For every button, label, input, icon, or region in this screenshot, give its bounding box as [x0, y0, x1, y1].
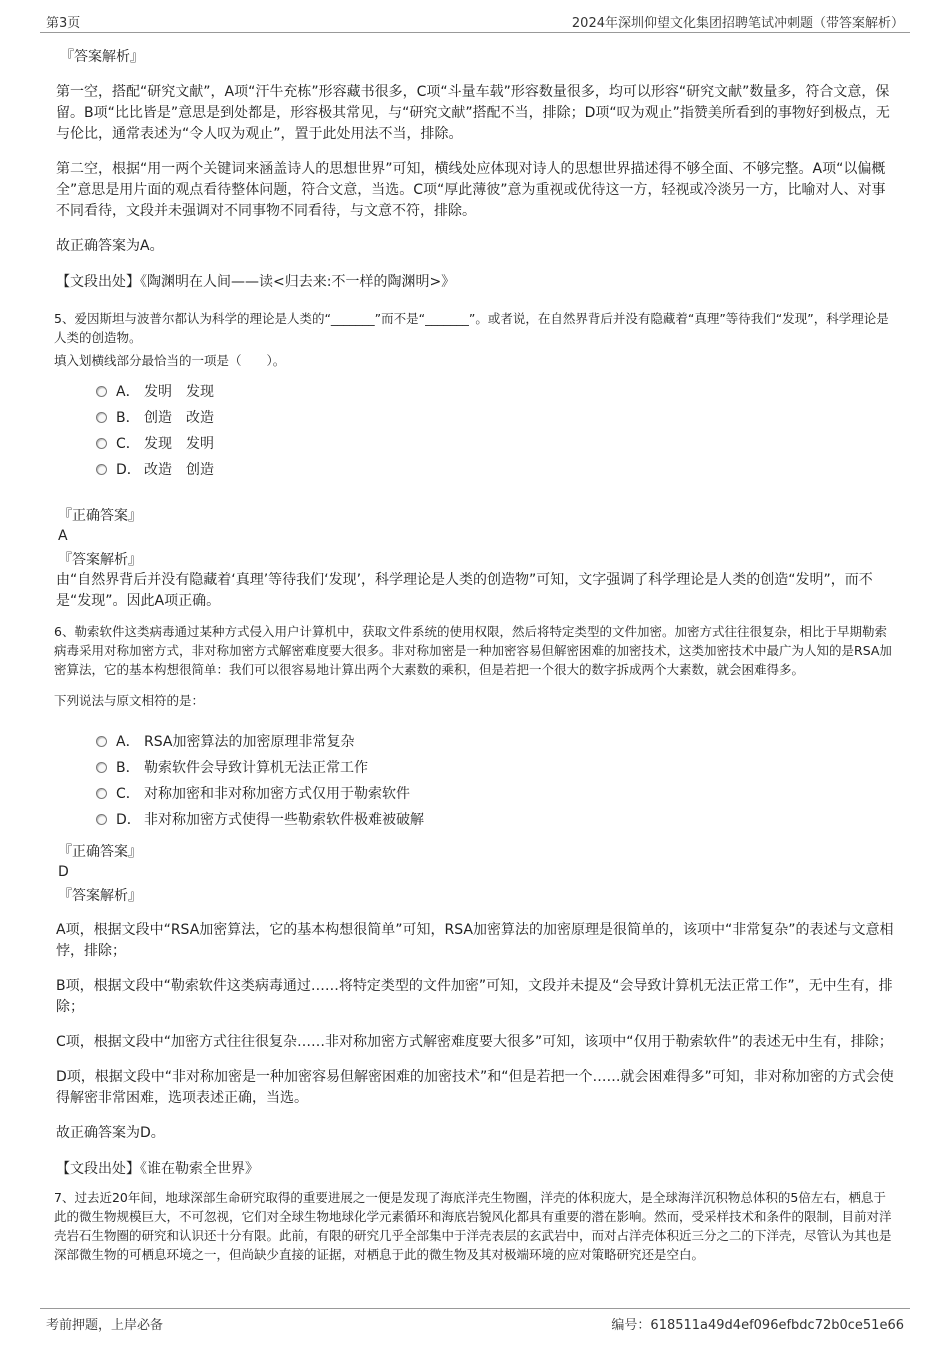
footer-slogan: 考前押题，上岸必备 — [46, 1318, 164, 1333]
q6-analysis-a: A项，根据文段中“RSA加密算法，它的基本构想很简单”可知，RSA加密算法的加密原理是很简单的，该项中“非常复杂”的表述与文意相悖，排除； — [56, 922, 894, 959]
option-text: 发现 发明 — [144, 436, 214, 452]
q5-option-d[interactable] — [96, 456, 898, 482]
option-letter: B． — [116, 410, 140, 426]
q6-answer: D — [58, 864, 69, 880]
page-footer — [40, 1308, 910, 1331]
q6-number: 6、 — [54, 624, 75, 639]
q4-analysis-para2: 第二空，根据“用一两个关键词来涵盖诗人的思想世界”可知，横线处应体现对诗人的思想世界描述得不够全面、不够完整。A项“以偏概全”意思是用片面的观点看待整体问题，符合文意，当选。C项“厚此薄彼”意为重视或优待这一方，轻视或冷淡另一方，比喻对人、对事不同看待，文段并未强调对不同事物不同看待，与文意不符，排除。 — [56, 161, 886, 219]
q5-analysis: 由“自然界背后并没有隐藏着‘真理’等待我们‘发现’，科学理论是人类的创造物”可知，文字强调了科学理论是人类的创造“发明”，而不是“发现”。因此A项正确。 — [56, 572, 873, 609]
option-letter: B． — [116, 760, 140, 776]
q6-options — [96, 728, 898, 832]
q6-source: 【文段出处】《谁在勒索全世界》 — [56, 1161, 259, 1177]
q5-option-b[interactable] — [96, 404, 898, 430]
q6-option-b[interactable] — [96, 754, 898, 780]
option-letter: D． — [116, 812, 141, 828]
option-text: 勒索软件会导致计算机无法正常工作 — [144, 760, 368, 776]
page-number: 第3页 — [46, 16, 81, 31]
option-text: 非对称加密方式使得一些勒索软件极难被破解 — [144, 812, 424, 828]
q5-option-a[interactable] — [96, 378, 898, 404]
document-id: 编号：618511a49d4ef096efbdc72b0ce51e66 — [611, 1318, 904, 1333]
q6-analysis-d: D项，根据文段中“非对称加密是一种加密容易但解密困难的加密技术”和“但是若把一个……就会困难得多”可知，非对称加密的方式会使得解密非常困难，选项表述正确，当选。 — [56, 1069, 894, 1106]
radio-icon[interactable] — [96, 386, 107, 397]
q6-stem — [54, 622, 898, 679]
q6-analysis-c: C项，根据文段中“加密方式往往很复杂……非对称加密方式解密难度要大很多”可知，该项中“仅用于勒索软件”的表述无中生有，排除； — [56, 1034, 893, 1050]
option-text: 创造 改造 — [144, 410, 214, 426]
radio-icon[interactable] — [96, 788, 107, 799]
option-letter: C． — [116, 436, 140, 452]
document-title: 2024年深圳仰望文化集团招聘笔试冲刺题（带答案解析） — [571, 16, 904, 31]
q6-option-d[interactable] — [96, 806, 898, 832]
q5-options — [96, 378, 898, 482]
q4-conclusion: 故正确答案为A。 — [56, 238, 164, 254]
radio-icon[interactable] — [96, 438, 107, 449]
option-text: RSA加密算法的加密原理非常复杂 — [144, 734, 355, 750]
q5-answer: A — [58, 528, 68, 544]
q6-answer-tag: 『正确答案』 — [58, 844, 142, 860]
q5-analysis-tag: 『答案解析』 — [58, 552, 142, 568]
q7-stem — [54, 1188, 898, 1264]
q6-prompt: 下列说法与原文相符的是： — [54, 693, 205, 708]
option-letter: C． — [116, 786, 140, 802]
q5-option-c[interactable] — [96, 430, 898, 456]
option-letter: D． — [116, 462, 141, 478]
radio-icon[interactable] — [96, 412, 107, 423]
option-text: 改造 创造 — [144, 462, 214, 478]
q4-source: 【文段出处】《陶渊明在人间——读<归去来:不一样的陶渊明>》 — [56, 274, 456, 290]
q4-analysis-tag: 『答案解析』 — [60, 49, 144, 65]
q4-analysis-para1: 第一空，搭配“研究文献”，A项“汗牛充栋”形容藏书很多，C项“斗量车载”形容数量很多，均可以形容“研究文献”数量多，符合文意，保留。B项“比比皆是”意思是到处都是，形容极其常见，与“研究文献”搭配不当，排除；D项“叹为观止”指赞美所看到的事物好到极点，无与伦比，通常表述为“令人叹为观止”，置于此处用法不当，排除。 — [56, 84, 890, 142]
q5-stem — [54, 309, 898, 347]
q6-stem-text: 勒索软件这类病毒通过某种方式侵入用户计算机中，获取文件系统的使用权限，然后将特定类型的文件加密。加密方式往往很复杂，相比于早期勒索病毒采用对称加密方式，非对称加密方式解密难度要大很多。非对称加密是一种加密容易但解密困难的加密技术，这类加密技术中最广为人知的是RSA加密算法，它的基本构想很简单：我们可以很容易地计算出两个大素数的乘积，但是若把一个很大的数字拆成两个大素数，就会困难得多。 — [54, 624, 892, 677]
q7-stem-text: 过去近20年间，地球深部生命研究取得的重要进展之一便是发现了海底洋壳生物圈，洋壳的体积庞大，是全球海洋沉积物总体积的5倍左右，栖息于此的微生物规模巨大，不可忽视，它们对全球生物地球化学元素循环和海底岩貌风化都具有重要的潜在影响。然而，受采样技术和条件的限制，目前对洋壳岩石生物圈的研究和认识还十分有限。此前，有限的研究几乎全部集中于洋壳表层的玄武岩中，而对占洋壳体积近三分之二的下洋壳，尽管认为其也是深部微生物的可栖息环境之一，但尚缺少直接的证据，对栖息于此的微生物及其对极端环境的应对策略研究还是空白。 — [54, 1190, 892, 1262]
q5-stem-text: 爱因斯坦与波普尔都认为科学的理论是人类的“_______”而不是“_______”。或者说，在自然界背后并没有隐藏着“真理”等待我们“发现”，科学理论是人类的创造物。 — [54, 311, 889, 345]
q6-conclusion: 故正确答案为D。 — [56, 1125, 165, 1141]
option-letter: A． — [116, 734, 140, 750]
radio-icon[interactable] — [96, 814, 107, 825]
q6-analysis-tag: 『答案解析』 — [58, 888, 142, 904]
option-text: 对称加密和非对称加密方式仅用于勒索软件 — [144, 786, 410, 802]
document-body — [56, 46, 898, 1268]
option-letter: A． — [116, 384, 140, 400]
q7-number: 7、 — [54, 1190, 75, 1205]
q6-option-a[interactable] — [96, 728, 898, 754]
radio-icon[interactable] — [96, 464, 107, 475]
q5-prompt: 填入划横线部分最恰当的一项是（ ）。 — [54, 353, 286, 368]
q5-answer-tag: 『正确答案』 — [58, 508, 142, 524]
q6-option-c[interactable] — [96, 780, 898, 806]
radio-icon[interactable] — [96, 762, 107, 773]
page-header — [40, 12, 910, 33]
q6-analysis-b: B项，根据文段中“勒索软件这类病毒通过……将特定类型的文件加密”可知，文段并未提及“会导致计算机无法正常工作”，无中生有，排除； — [56, 978, 893, 1015]
q5-number: 5、 — [54, 311, 75, 326]
option-text: 发明 发现 — [144, 384, 214, 400]
radio-icon[interactable] — [96, 736, 107, 747]
